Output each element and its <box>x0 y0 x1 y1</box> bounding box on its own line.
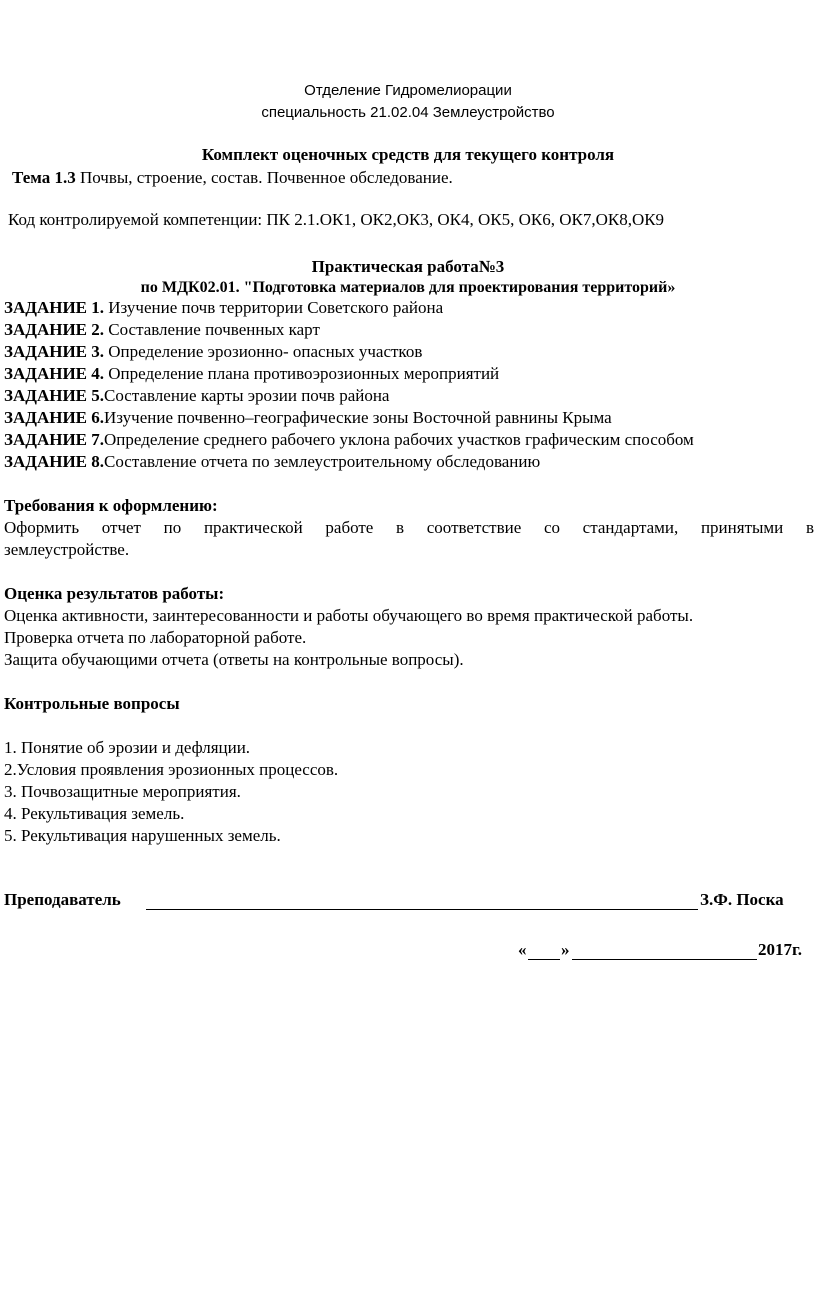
question-item: 2.Условия проявления эрозионных процессов. <box>4 760 339 779</box>
practical-title: Практическая работа№3 <box>311 257 505 276</box>
task-item: ЗАДАНИЕ 3. Определение эрозионно- опасных участков <box>4 342 423 361</box>
task-item: ЗАДАНИЕ 5.Составление карты эрозии почв района <box>4 386 390 405</box>
date-day-line <box>528 942 560 960</box>
date-close-quote: » <box>561 940 570 959</box>
question-item: 1. Понятие об эрозии и дефляции. <box>4 738 251 757</box>
task-item: ЗАДАНИЕ 8.Составление отчета по землеустроительному обследованию <box>4 452 541 471</box>
signature-line <box>146 891 698 910</box>
competence-code: Код контролируемой компетенции: ПК 2.1.ОК1, ОК2,ОК3, ОК4, ОК5, ОК6, ОК7,ОК8,ОК9 <box>8 210 665 229</box>
task-item: ЗАДАНИЕ 7.Определение среднего рабочего уклона рабочих участков графическим способом <box>4 430 694 449</box>
practical-subtitle: по МДК02.01. "Подготовка материалов для проектирования территорий» <box>140 279 676 296</box>
task-item: ЗАДАНИЕ 6.Изучение почвенно–географические зоны Восточной равнины Крыма <box>4 408 612 427</box>
question-item: 5. Рекультивация нарушенных земель. <box>4 826 281 845</box>
evaluation-line: Оценка активности, заинтересованности и работы обучающего во время практической работы. <box>4 606 694 625</box>
date-month-line <box>572 942 757 960</box>
kit-title: Комплект оценочных средств для текущего контроля <box>201 145 615 164</box>
topic-line <box>12 168 453 188</box>
requirements-text-line-2: землеустройстве. <box>4 540 130 559</box>
teacher-role: Преподаватель <box>4 890 121 909</box>
topic-text: Почвы, строение, состав. Почвенное обследование. <box>75 168 453 187</box>
evaluation-line: Защита обучающими отчета (ответы на контрольные вопросы). <box>4 650 464 669</box>
requirements-title: Требования к оформлению: <box>4 496 218 515</box>
specialty: специальность 21.02.04 Землеустройство <box>261 104 555 121</box>
date-open-quote: « <box>518 940 527 959</box>
date-year: 2017г. <box>758 940 803 959</box>
teacher-name: З.Ф. Поска <box>700 890 784 909</box>
topic-label: Тема 1.3 <box>12 168 76 187</box>
task-item: ЗАДАНИЕ 1. Изучение почв территории Советского района <box>4 298 444 317</box>
question-item: 4. Рекультивация земель. <box>4 804 185 823</box>
questions-title: Контрольные вопросы <box>4 694 180 713</box>
evaluation-title: Оценка результатов работы: <box>4 584 225 603</box>
question-item: 3. Почвозащитные мероприятия. <box>4 782 241 801</box>
requirements-text-line-1: Оформить отчет по практической работе в соответствие со стандартами, принятыми в <box>4 518 814 537</box>
department-name: Отделение Гидромелиорации <box>304 82 512 99</box>
task-item: ЗАДАНИЕ 2. Составление почвенных карт <box>4 320 320 339</box>
task-item: ЗАДАНИЕ 4. Определение плана противоэрозионных мероприятий <box>4 364 500 383</box>
evaluation-line: Проверка отчета по лабораторной работе. <box>4 628 307 647</box>
